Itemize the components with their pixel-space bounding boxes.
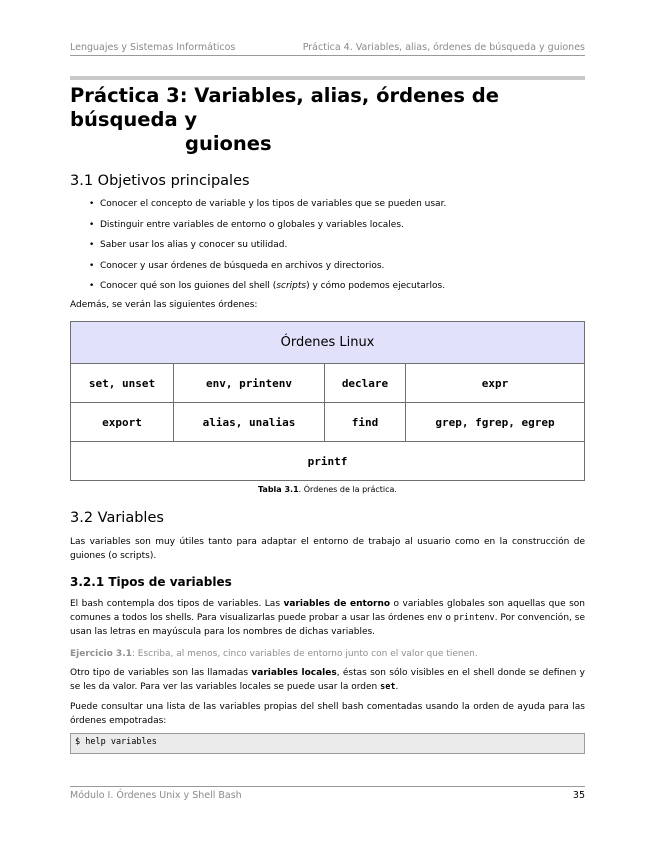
page-title	[70, 84, 585, 156]
code-text: $ help variables	[75, 737, 157, 747]
section-heading-objetivos: 3.1 Objetivos principales	[70, 173, 250, 189]
list-item: • Conocer el concepto de variable y los tipos de variables que se pueden usar.	[89, 199, 447, 209]
table-cell: grep, fgrep, egrep	[406, 403, 585, 442]
subsection-heading-tipos: 3.2.1 Tipos de variables	[70, 575, 232, 589]
bullet-icon: •	[89, 240, 95, 250]
bullet-icon: •	[89, 260, 95, 271]
list-item: • Conocer qué son los guiones del shell (scripts) y cómo podemos ejecutarlos.	[89, 281, 446, 291]
table-header: Órdenes Linux	[71, 322, 585, 364]
footer-rule	[70, 786, 585, 787]
tipos-paragraph: El bash contempla dos tipos de variables. Las variables de entorno o variables globales son aquellas que son comunes a todos los shells. Para visualizarlas puede probar a usar las órdenes env o printenv. Por convención, se usan las letras en mayúscula para los nombres de dichas variables.	[70, 599, 585, 637]
table-caption: Tabla 3.1. Órdenes de la práctica.	[258, 485, 397, 494]
code-block	[70, 733, 585, 754]
exercise-paragraph: Ejercicio 3.1: Escriba, al menos, cinco variables de entorno junto con el valor que tienen.	[70, 649, 478, 659]
title-line-1: Práctica 3: Variables, alias, órdenes de búsqueda y	[70, 84, 499, 131]
commands-table	[70, 321, 585, 481]
footer-left: Módulo I. Órdenes Unix y Shell Bash	[70, 790, 242, 801]
header-right: Práctica 4. Variables, alias, órdenes de búsqueda y guiones	[302, 42, 585, 53]
running-header	[70, 42, 585, 56]
title-line-2: guiones	[185, 132, 272, 155]
table-row	[71, 442, 585, 481]
table-cell: env, printenv	[174, 364, 325, 403]
table-cell: export	[71, 403, 174, 442]
bullet-icon: •	[89, 199, 95, 209]
variables-paragraph: Las variables son muy útiles tanto para adaptar el entorno de trabajo al usuario como en la construcción de guiones (o scripts).	[70, 537, 585, 561]
bullet-icon: •	[89, 281, 95, 291]
table-cell: alias, unalias	[174, 403, 325, 442]
table-cell: set, unset	[71, 364, 174, 403]
help-paragraph: Puede consultar una lista de las variables propias del shell bash comentadas usando la orden de ayuda para las órdenes empotradas:	[70, 702, 585, 726]
list-item: • Distinguir entre variables de entorno o globales y variables locales.	[89, 219, 404, 230]
running-footer	[70, 790, 585, 801]
section-heading-variables: 3.2 Variables	[70, 510, 164, 526]
intro-paragraph: Además, se verán las siguientes órdenes:	[70, 300, 258, 310]
list-item: • Saber usar los alias y conocer su utilidad.	[89, 240, 288, 250]
table-row	[71, 403, 585, 442]
header-rule	[70, 55, 585, 56]
table-cell: declare	[325, 364, 406, 403]
header-left: Lenguajes y Sistemas Informáticos	[70, 42, 236, 53]
table-cell: find	[325, 403, 406, 442]
page-number: 35	[572, 790, 585, 801]
table-cell: printf	[71, 442, 585, 481]
table-cell: expr	[406, 364, 585, 403]
bullet-icon: •	[89, 219, 95, 230]
title-bar	[70, 76, 585, 80]
table-row	[71, 364, 585, 403]
list-item: • Conocer y usar órdenes de búsqueda en archivos y directorios.	[89, 260, 385, 271]
local-vars-paragraph: Otro tipo de variables son las llamadas variables locales, éstas son sólo visibles en el shell donde se definen y se les da valor. Para ver las variables locales se puede usar la orden set.	[70, 668, 585, 692]
objectives-list	[70, 197, 585, 300]
